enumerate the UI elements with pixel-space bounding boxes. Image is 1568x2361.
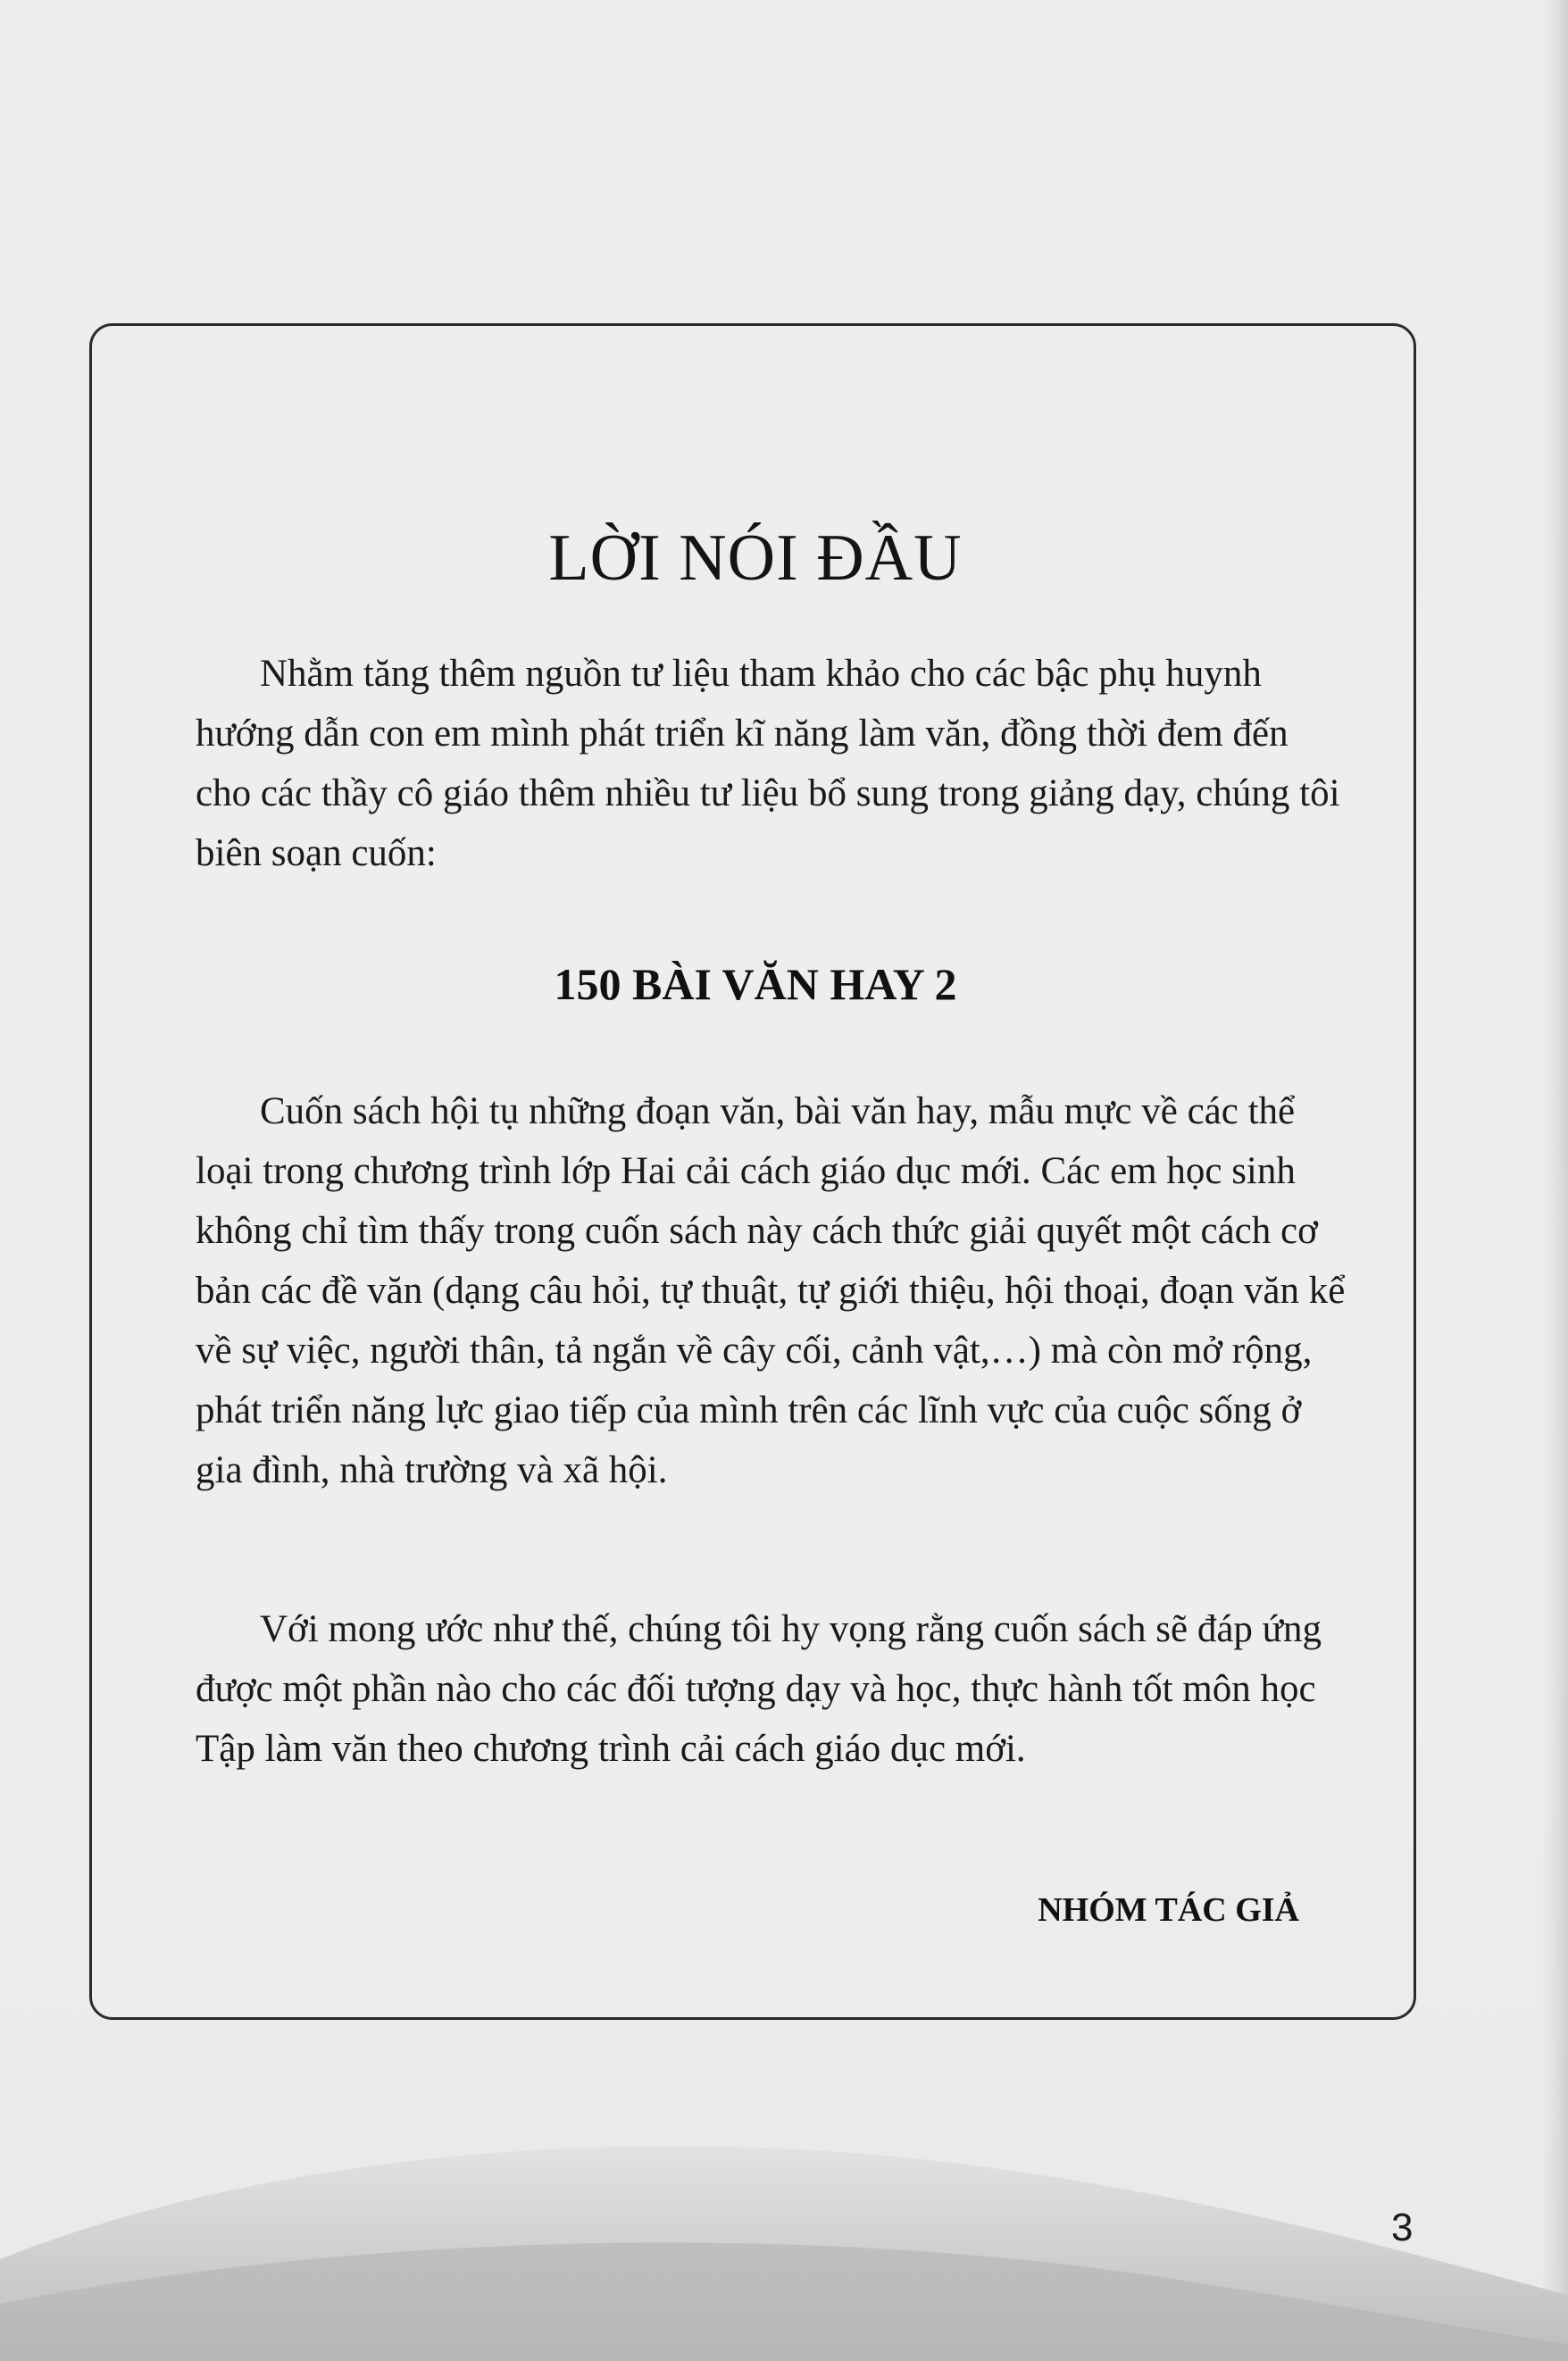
- page-edge-shadow: [1541, 0, 1568, 2361]
- page-title: LỜI NÓI ĐẦU: [548, 521, 963, 595]
- author-signature: NHÓM TÁC GIẢ: [1038, 1891, 1299, 1929]
- preface-paragraph-2: Cuốn sách hội tụ những đoạn văn, bài văn hay, mẫu mực về các thể loại trong chương trình lớp Hai cải cách giáo dục mới. Các em học sinh không chỉ tìm thấy trong cuốn sách này cách thức giải quyết một cách cơ bản các đề văn (dạng câu hỏi, tự thuật, tự giới thiệu, hội thoại, đoạn văn kể về sự việc, người thân, tả ngắn về cây cối, cảnh vật,…) mà còn mở rộng, phát triển năng lực giao tiếp của mình trên các lĩnh vực của cuộc sống ở gia đình, nhà trường và xã hội.: [196, 1090, 1346, 1491]
- preface-frame: [89, 323, 1416, 2020]
- page-number: 3: [1391, 2206, 1414, 2249]
- preface-paragraph-1: Nhằm tăng thêm nguồn tư liệu tham khảo cho các bậc phụ huynh hướng dẫn con em mình phát triển kĩ năng làm văn, đồng thời đem đến cho các thầy cô giáo thêm nhiều tư liệu bổ sung trong giảng dạy, chúng tôi biên soạn cuốn:: [196, 653, 1340, 874]
- book-title: 150 BÀI VĂN HAY 2: [554, 959, 957, 1009]
- bottom-page-curl: [0, 2125, 1568, 2361]
- preface-paragraph-3: Với mong ước như thế, chúng tôi hy vọng rằng cuốn sách sẽ đáp ứng được một phần nào cho các đối tượng dạy và học, thực hành tốt môn học Tập làm văn theo chương trình cải cách giáo dục mới.: [196, 1608, 1322, 1770]
